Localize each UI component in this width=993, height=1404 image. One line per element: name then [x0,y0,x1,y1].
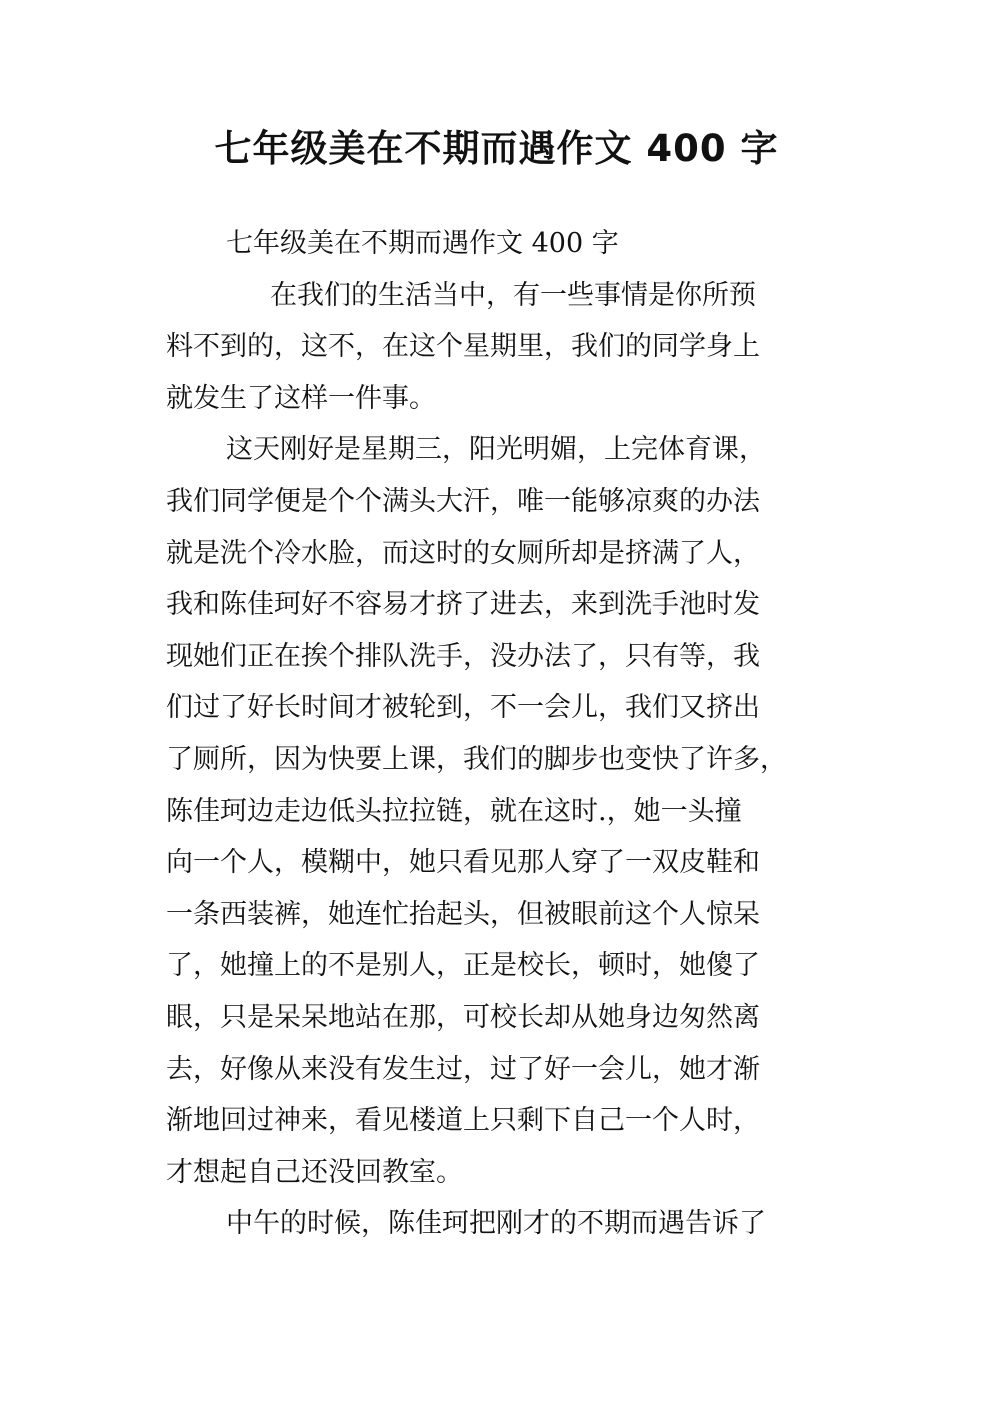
text-line: 了，她撞上的不是别人，正是校长，顿时，她傻了 [166,950,760,982]
document-body [166,218,846,1250]
text-line: 才想起自己还没回教室。 [166,1156,463,1188]
text-line: 在我们的生活当中，有一些事情是你所预 [270,279,756,311]
text-line: 中午的时候，陈佳珂把刚才的不期而遇告诉了 [226,1208,766,1240]
text-line: 去，好像从来没有发生过，过了好一会儿，她才渐 [166,1053,760,1085]
text-line: 向一个人，模糊中，她只看见那人穿了一双皮鞋和 [166,847,760,879]
text-line: 我和陈佳珂好不容易才挤了进去，来到洗手池时发 [166,589,760,621]
text-line: 就发生了这样一件事。 [166,382,436,414]
document-title: 七年级美在不期而遇作文 400 字 [214,127,779,170]
text-line: 料不到的，这不，在这个星期里，我们的同学身上 [166,331,760,363]
text-line: 我们同学便是个个满头大汗，唯一能够凉爽的办法 [166,485,760,517]
text-line: 眼，只是呆呆地站在那，可校长却从她身边匆然离 [166,1001,760,1033]
text-line: 了厕所，因为快要上课，我们的脚步也变快了许多， [166,743,787,775]
text-line: 现她们正在挨个排队洗手，没办法了，只有等，我 [166,640,760,672]
text-line: 渐地回过神来，看见楼道上只剩下自己一个人时， [166,1105,760,1137]
text-line: 七年级美在不期而遇作文 400 字 [226,228,619,259]
text-line: 们过了好长时间才被轮到，不一会儿，我们又挤出 [166,692,760,724]
text-line: 一条西装裤，她连忙抬起头，但被眼前这个人惊呆 [166,898,760,930]
text-line: 这天刚好是星期三，阳光明媚，上完体育课， [226,434,766,466]
text-line: 陈佳珂边走边低头拉拉链，就在这时.，她一头撞 [166,795,742,827]
text-line: 就是洗个冷水脸，而这时的女厕所却是挤满了人， [166,537,760,569]
